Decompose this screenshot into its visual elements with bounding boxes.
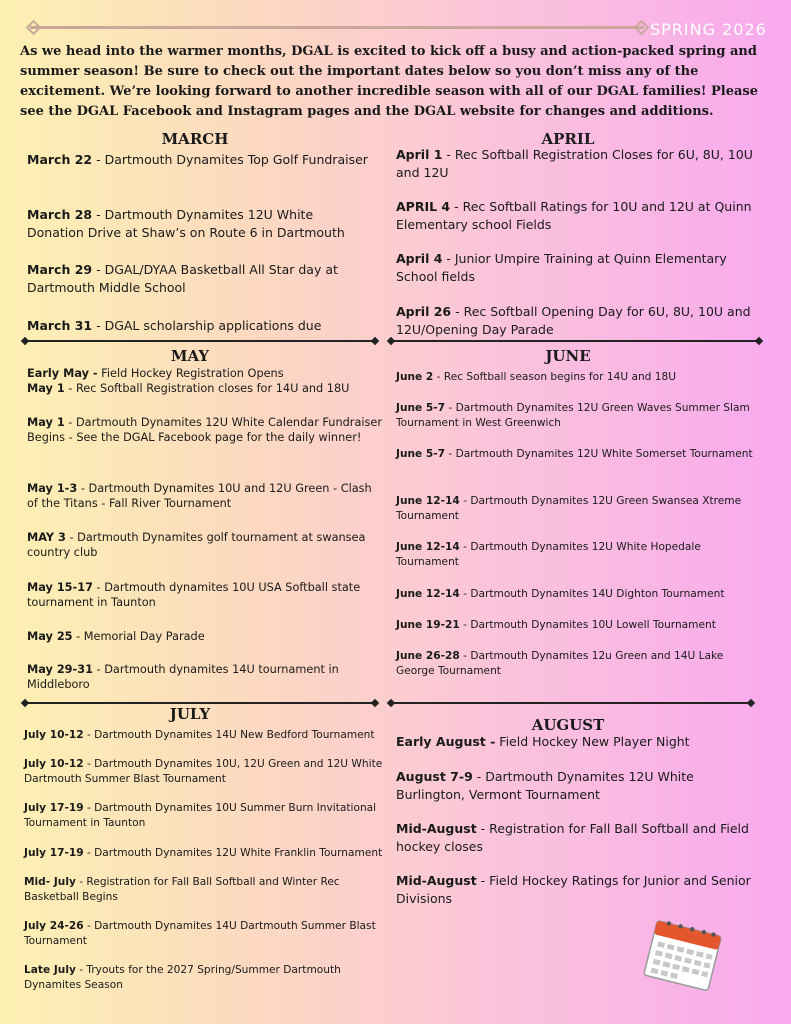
month-heading-march: MARCH xyxy=(161,130,229,148)
event-item: July 10-12 - Dartmouth Dynamites 14U New Bedford Tournament xyxy=(24,729,375,741)
event-item: March 22 - Dartmouth Dynamites Top Golf Fundraiser xyxy=(27,152,368,167)
event-item: July 24-26 - Dartmouth Dynamites 14U Dartmouth Summer Blast Tournament xyxy=(24,920,376,947)
event-item: May 29-31 - Dartmouth dynamites 14U tournament in Middleboro xyxy=(27,663,339,691)
event-item: May 1 - Rec Softball Registration closes for 14U and 18U xyxy=(27,382,350,395)
event-item: August 7-9 - Dartmouth Dynamites 12U White Burlington, Vermont Tournament xyxy=(396,769,694,802)
month-heading-may: MAY xyxy=(170,347,210,365)
event-item: May 1 - Dartmouth Dynamites 12U White Calendar Fundraiser Begins - See the DGAL Facebook page for the daily winner! xyxy=(27,416,382,444)
month-heading-july: JULY xyxy=(169,705,211,723)
event-item: Mid-August - Field Hockey Ratings for Junior and Senior Divisions xyxy=(396,873,751,906)
event-item: April 26 - Rec Softball Opening Day for 6U, 8U, 10U and 12U/Opening Day Parade xyxy=(396,304,751,337)
section-divider xyxy=(386,699,756,707)
intro-paragraph: As we head into the warmer months, DGAL is excited to kick off a busy and action-packed spring and summer season! Be sure to check out the important dates below so you don’t miss any of the excitement. We’re looking forward to another incredible season with all of our DGAL families! Please see the DGAL Facebook and Instagram pages and the DGAL website for changes and additions. xyxy=(20,44,759,119)
event-item: June 12-14 - Dartmouth Dynamites 12U Green Swansea Xtreme Tournament xyxy=(396,495,742,522)
event-item: APRIL 4 - Rec Softball Ratings for 10U and 12U at Quinn Elementary school Fields xyxy=(396,199,752,232)
event-item: Mid- July - Registration for Fall Ball Softball and Winter Rec Basketball Begins xyxy=(24,876,340,903)
calendar-icon xyxy=(638,910,729,998)
season-label: SPRING 2026 xyxy=(650,20,767,39)
event-item: June 5-7 - Dartmouth Dynamites 12U White Somerset Tournament xyxy=(396,448,753,460)
event-item: March 29 - DGAL/DYAA Basketball All Star day at Dartmouth Middle School xyxy=(27,262,338,295)
event-item: June 2 - Rec Softball season begins for 14U and 18U xyxy=(396,371,676,383)
event-item: June 19-21 - Dartmouth Dynamites 10U Lowell Tournament xyxy=(396,619,716,631)
month-heading-august: AUGUST xyxy=(531,716,605,734)
event-item: July 17-19 - Dartmouth Dynamites 12U White Franklin Tournament xyxy=(24,847,383,859)
month-heading-april: APRIL xyxy=(541,130,595,148)
event-item: May 25 - Memorial Day Parade xyxy=(27,630,205,643)
event-item: Early August - Field Hockey New Player Night xyxy=(396,734,690,749)
event-item: MAY 3 - Dartmouth Dynamites golf tournament at swansea country club xyxy=(27,531,366,559)
event-item: June 26-28 - Dartmouth Dynamites 12u Green and 14U Lake George Tournament xyxy=(396,650,724,677)
event-item: July 17-19 - Dartmouth Dynamites 10U Summer Burn Invitational Tournament in Taunton xyxy=(24,802,377,829)
event-item: Late July - Tryouts for the 2027 Spring/Summer Dartmouth Dynamites Season xyxy=(24,964,341,991)
event-item: March 28 - Dartmouth Dynamites 12U White Donation Drive at Shaw’s on Route 6 in Dartmouth xyxy=(27,207,345,240)
section-divider xyxy=(386,337,764,345)
event-item: May 1-3 - Dartmouth Dynamites 10U and 12U Green - Clash of the Titans - Fall River Tournament xyxy=(27,482,372,510)
section-divider xyxy=(20,337,380,345)
event-item: June 12-14 - Dartmouth Dynamites 14U Dighton Tournament xyxy=(396,588,725,600)
header-right-diamond xyxy=(634,20,650,36)
event-item: June 12-14 - Dartmouth Dynamites 12U White Hopedale Tournament xyxy=(396,541,701,568)
event-item: June 5-7 - Dartmouth Dynamites 12U Green Waves Summer Slam Tournament in West Greenwich xyxy=(396,402,750,429)
event-item: Mid-August - Registration for Fall Ball Softball and Field hockey closes xyxy=(396,821,749,854)
event-item: April 1 - Rec Softball Registration Closes for 6U, 8U, 10U and 12U xyxy=(396,147,753,180)
event-item: April 4 - Junior Umpire Training at Quinn Elementary School fields xyxy=(396,251,727,284)
event-item: Early May - Field Hockey Registration Opens xyxy=(27,367,284,380)
month-heading-june: JUNE xyxy=(545,347,591,365)
event-item: July 10-12 - Dartmouth Dynamites 10U, 12U Green and 12U White Dartmouth Summer Blast Tournament xyxy=(24,758,383,785)
event-item: March 31 - DGAL scholarship applications due xyxy=(27,318,322,333)
header-rule xyxy=(30,26,644,29)
event-item: May 15-17 - Dartmouth dynamites 10U USA Softball state tournament in Taunton xyxy=(27,581,361,609)
